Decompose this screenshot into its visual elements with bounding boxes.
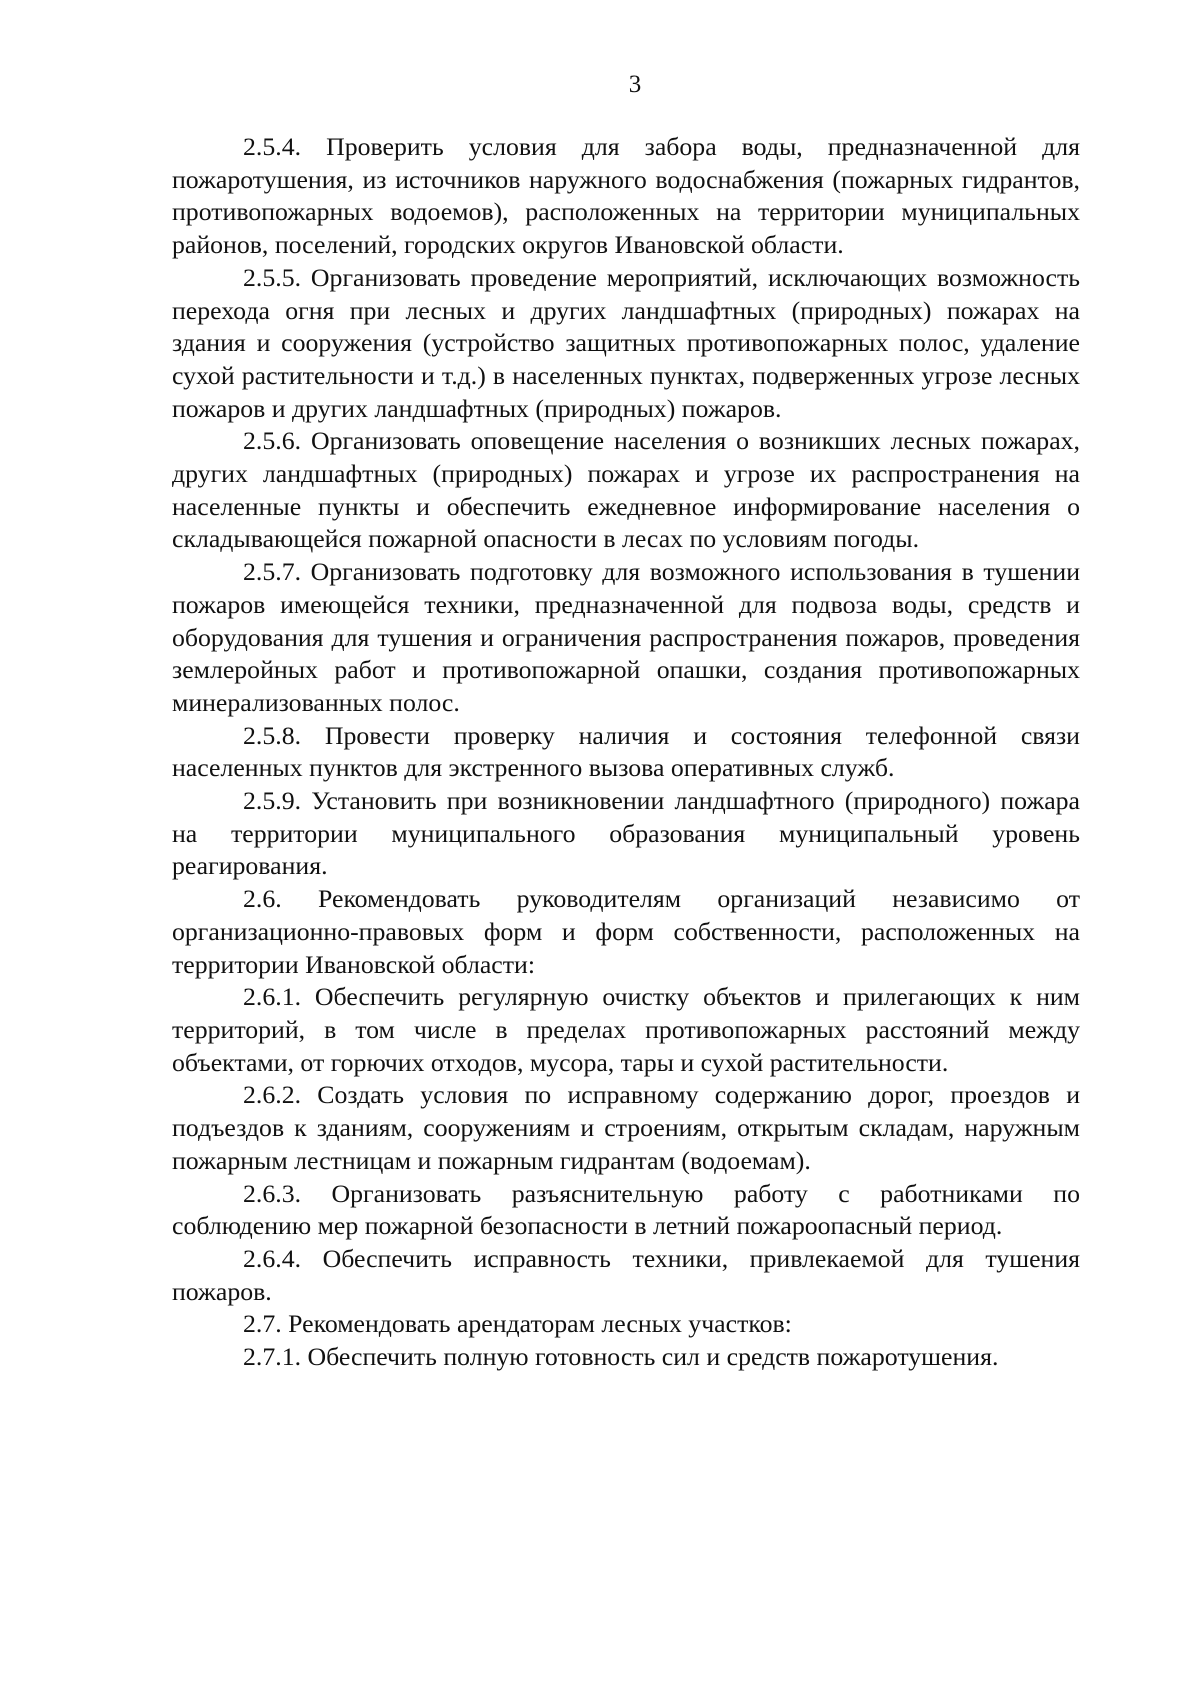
paragraph-2-6-1: 2.6.1. Обеспечить регулярную очистку объектов и прилегающих к ним территорий, в том числе в пределах противопожарных расстояний между объектами, от горючих отходов, мусора, тары и сухой растительности. xyxy=(172,982,1080,1077)
paragraph-2-5-8: 2.5.8. Провести проверку наличия и состояния телефонной связи населенных пунктов для экстренного вызова оперативных служб. xyxy=(172,720,1080,783)
paragraph-2-5-6: 2.5.6. Организовать оповещение населения о возникших лесных пожарах, других ландшафтных (природных) пожарах и угрозе их распространения на населенные пункты и обеспечить ежедневное информирование населения о складывающейся пожарной опасности в лесах по условиям погоды. xyxy=(172,426,1080,554)
paragraph-2-6: 2.6. Рекомендовать руководителям организаций независимо от организационно-правовых форм и форм собственности, расположенных на территории Ивановской области: xyxy=(172,884,1080,979)
paragraph-2-7-1: 2.7.1. Обеспечить полную готовность сил и средств пожаротушения. xyxy=(243,1342,999,1372)
paragraph-2-6-4: 2.6.4. Обеспечить исправность техники, привлекаемой для тушения пожаров. xyxy=(172,1243,1080,1306)
paragraph-2-5-9: 2.5.9. Установить при возникновении ландшафтного (природного) пожара на территории муниципального образования муниципальный уровень реагирования. xyxy=(172,786,1080,881)
paragraph-2-5-5: 2.5.5. Организовать проведение мероприятий, исключающих возможность перехода огня при лесных и других ландшафтных (природных) пожарах на здания и сооружения (устройство защитных противопожарных полос, удаление сухой растительности и т.д.) в населенных пунктах, подверженных угрозе лесных пожаров и других ландшафтных (природных) пожаров. xyxy=(172,262,1080,423)
page-number: 3 xyxy=(628,71,642,98)
document-body xyxy=(172,131,1080,1374)
paragraph-2-6-3: 2.6.3. Организовать разъяснительную работу с работниками по соблюдению мер пожарной безопасности в летний пожароопасный период. xyxy=(172,1178,1080,1241)
paragraph-2-5-7: 2.5.7. Организовать подготовку для возможного использования в тушении пожаров имеющейся техники, предназначенной для подвоза воды, средств и оборудования для тушения и ограничения распространения пожаров, проведения землеройных работ и противопожарной опашки, создания противопожарных минерализованных полос. xyxy=(172,557,1080,717)
paragraph-2-7: 2.7. Рекомендовать арендаторам лесных участков: xyxy=(243,1309,792,1339)
paragraph-2-6-2: 2.6.2. Создать условия по исправному содержанию дорог, проездов и подъездов к зданиям, сооружениям и строениям, открытым складам, наружным пожарным лестницам и пожарным гидрантам (водоемам). xyxy=(172,1080,1080,1175)
paragraph-2-5-4: 2.5.4. Проверить условия для забора воды, предназначенной для пожаротушения, из источников наружного водоснабжения (пожарных гидрантов, противопожарных водоемов), расположенных на территории муниципальных районов, поселений, городских округов Ивановской области. xyxy=(172,132,1080,260)
